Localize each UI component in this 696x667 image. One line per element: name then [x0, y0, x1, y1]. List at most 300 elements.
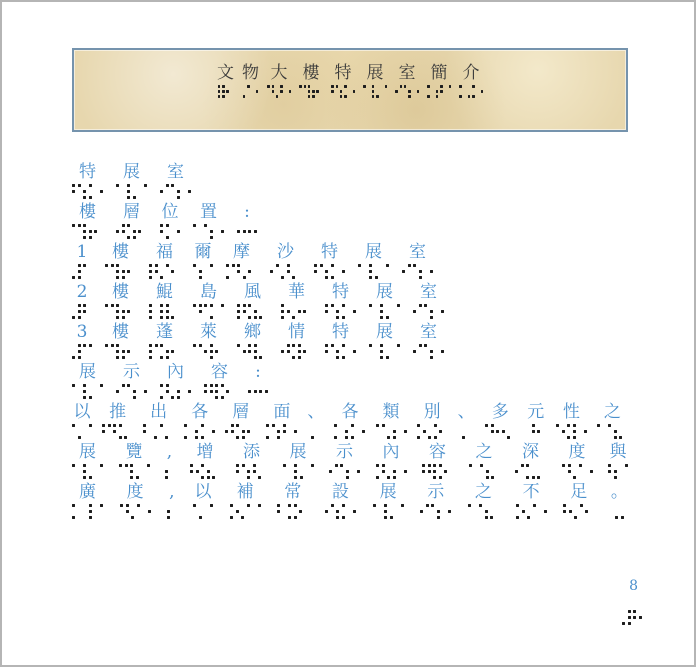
braille-dot — [72, 310, 75, 313]
braille-dot — [83, 276, 86, 279]
braille-dot — [232, 270, 235, 273]
braille-dot — [317, 436, 320, 439]
braille-dot — [83, 510, 86, 513]
braille-dot — [144, 396, 147, 399]
braille-dot — [614, 464, 617, 467]
syllable-unit — [165, 443, 174, 479]
braille-cell — [347, 304, 356, 319]
braille-dot — [241, 504, 244, 507]
braille-dot — [382, 470, 385, 473]
braille-dot — [513, 430, 516, 433]
braille-dot — [417, 430, 420, 433]
braille-group — [615, 504, 624, 519]
braille-dot — [83, 470, 86, 473]
braille-dot — [89, 264, 92, 267]
braille-group — [281, 344, 312, 359]
braille-dot — [193, 304, 196, 307]
braille-cell — [83, 464, 92, 479]
braille-dot — [382, 436, 385, 439]
braille-dot — [78, 310, 81, 313]
braille-dot — [479, 504, 482, 507]
print-char: 容 — [429, 442, 446, 462]
braille-cell — [316, 85, 323, 98]
syllable-unit — [427, 64, 451, 98]
braille-dot — [236, 424, 239, 427]
braille-dot — [138, 224, 141, 227]
braille-dot — [83, 430, 86, 433]
braille-group — [105, 264, 136, 279]
braille-cell — [204, 224, 213, 239]
braille-dot — [155, 316, 158, 319]
braille-dot — [532, 430, 535, 433]
braille-dot — [486, 470, 489, 473]
braille-dot — [353, 344, 356, 347]
braille-dot — [363, 95, 366, 98]
braille-dot — [490, 504, 493, 507]
braille-dot — [419, 304, 422, 307]
braille-cell — [72, 304, 81, 319]
braille-group — [165, 464, 174, 479]
braille-dot — [226, 85, 229, 88]
braille-dot — [336, 510, 339, 513]
braille-dot — [215, 316, 218, 319]
braille-dot — [450, 476, 453, 479]
braille-dot — [171, 436, 174, 439]
braille-dot — [397, 310, 400, 313]
braille-dot — [100, 224, 103, 227]
print-char: 風 — [244, 282, 261, 302]
print-char: : — [244, 202, 250, 222]
braille-dot — [422, 470, 425, 473]
braille-dot — [342, 264, 345, 267]
braille-dot — [283, 464, 286, 467]
braille-dot — [105, 264, 108, 267]
braille-group — [72, 384, 103, 399]
braille-group — [105, 344, 136, 359]
braille-dot — [608, 436, 611, 439]
braille-dot — [72, 436, 75, 439]
braille-dot — [464, 85, 467, 88]
braille-dot — [368, 85, 371, 88]
braille-cell — [237, 304, 246, 319]
braille-dot — [342, 276, 345, 279]
braille-cell — [116, 304, 125, 319]
braille-dot — [543, 464, 546, 467]
braille-cell — [299, 504, 308, 519]
braille-dot — [334, 430, 337, 433]
braille-cell — [507, 424, 516, 439]
braille-group — [102, 424, 133, 439]
braille-group — [373, 504, 404, 519]
braille-dot — [298, 310, 301, 313]
braille-dot — [248, 390, 251, 393]
braille-dot — [272, 95, 275, 98]
braille-dot — [543, 424, 546, 427]
braille-dot — [242, 476, 245, 479]
braille-dot — [615, 516, 618, 519]
braille-dot — [144, 236, 147, 239]
braille-dot — [580, 504, 583, 507]
braille-dot — [196, 476, 199, 479]
braille-dot — [215, 310, 218, 313]
braille-cell — [417, 424, 426, 439]
braille-cell — [171, 344, 180, 359]
braille-dot — [578, 430, 581, 433]
braille-dot — [173, 504, 176, 507]
braille-dot — [526, 430, 529, 433]
braille-group — [469, 464, 500, 479]
braille-dot — [344, 90, 347, 93]
braille-dot — [166, 350, 169, 353]
braille-cell — [195, 424, 204, 439]
syllable-unit — [225, 403, 256, 439]
braille-dot — [325, 504, 328, 507]
braille-dot — [298, 356, 301, 359]
syllable-unit — [102, 403, 133, 439]
syllable-unit — [184, 403, 215, 439]
text-braille-line — [72, 323, 628, 358]
braille-dot — [608, 476, 611, 479]
page-number-block — [622, 578, 642, 625]
braille-dot — [437, 510, 440, 513]
braille-dot — [155, 350, 158, 353]
braille-dot — [393, 464, 396, 467]
braille-dot — [100, 190, 103, 193]
braille-dot — [127, 384, 130, 387]
braille-dot — [584, 436, 587, 439]
braille-dot — [440, 85, 443, 88]
braille-dot — [89, 316, 92, 319]
braille-dot — [160, 224, 163, 227]
braille-dot — [72, 504, 75, 507]
braille-dot — [485, 504, 488, 507]
braille-group — [230, 504, 261, 519]
braille-dot — [336, 276, 339, 279]
braille-cell — [435, 304, 444, 319]
braille-cell — [138, 224, 147, 239]
braille-dot — [428, 436, 431, 439]
braille-cell — [160, 184, 169, 199]
braille-dot — [311, 470, 314, 473]
braille-dot — [621, 516, 624, 519]
braille-dot — [358, 270, 361, 273]
braille-dot — [277, 430, 280, 433]
braille-cell — [412, 85, 419, 98]
braille-dot — [287, 310, 290, 313]
braille-dot — [464, 95, 467, 98]
braille-dot — [83, 304, 86, 307]
braille-dot — [148, 510, 151, 513]
syllable-unit — [281, 323, 312, 359]
print-char: 樓 — [112, 322, 129, 342]
braille-dot — [215, 230, 218, 233]
braille-dot — [127, 230, 130, 233]
braille-cell — [131, 504, 140, 519]
braille-cell — [116, 184, 125, 199]
braille-dot — [122, 196, 125, 199]
braille-dot — [448, 504, 451, 507]
print-char: 特 — [334, 63, 352, 83]
braille-dot — [160, 276, 163, 279]
braille-dot — [221, 304, 224, 307]
braille-dot — [299, 95, 302, 98]
braille-dot — [544, 510, 547, 513]
braille-dot — [597, 424, 600, 427]
braille-dot — [199, 270, 202, 273]
braille-dot — [251, 85, 254, 88]
braille-dot — [468, 504, 471, 507]
syllable-unit — [237, 283, 268, 319]
braille-cell — [193, 304, 202, 319]
braille-dot — [231, 436, 234, 439]
braille-dot — [237, 316, 240, 319]
braille-dot — [226, 276, 229, 279]
braille-dot — [259, 390, 262, 393]
braille-dot — [155, 344, 158, 347]
braille-dot — [276, 90, 279, 93]
braille-dot — [195, 424, 198, 427]
braille-dot — [232, 390, 235, 393]
braille-dot — [83, 464, 86, 467]
braille-dot — [94, 510, 97, 513]
braille-dot — [105, 356, 108, 359]
braille-cell — [120, 504, 129, 519]
braille-dot — [639, 622, 642, 625]
braille-dot — [133, 270, 136, 273]
braille-dot — [475, 464, 478, 467]
braille-dot — [210, 276, 213, 279]
braille-dot — [521, 476, 524, 479]
braille-cell — [237, 264, 246, 279]
braille-cell — [376, 464, 385, 479]
braille-group — [72, 224, 103, 239]
braille-dot — [437, 504, 440, 507]
braille-dot — [300, 464, 303, 467]
braille-dot — [204, 276, 207, 279]
braille-dot — [345, 424, 348, 427]
braille-dot — [412, 85, 415, 88]
braille-dot — [440, 90, 443, 93]
braille-dot — [105, 304, 108, 307]
braille-dot — [485, 430, 488, 433]
braille-cell — [305, 464, 314, 479]
braille-dot — [419, 310, 422, 313]
braille-dot — [201, 470, 204, 473]
braille-dot — [386, 356, 389, 359]
braille-dot — [375, 344, 378, 347]
braille-group — [193, 304, 224, 319]
braille-dot — [404, 436, 407, 439]
braille-dot — [138, 196, 141, 199]
braille-dot — [321, 90, 324, 93]
braille-cell — [619, 464, 628, 479]
braille-dot — [464, 90, 467, 93]
syllable-unit — [331, 64, 355, 98]
braille-dot — [100, 504, 103, 507]
braille-dot — [391, 316, 394, 319]
braille-cell — [241, 504, 250, 519]
print-char: 展 — [366, 63, 384, 83]
braille-dot — [597, 436, 600, 439]
print-char: 展 — [79, 362, 96, 382]
braille-dot — [462, 424, 465, 427]
braille-dot — [171, 316, 174, 319]
braille-cell — [141, 464, 150, 479]
braille-dot — [390, 504, 393, 507]
print-char: 1 — [76, 242, 88, 262]
braille-dot — [259, 356, 262, 359]
braille-dot — [212, 464, 215, 467]
braille-dot — [149, 270, 152, 273]
braille-dot — [243, 310, 246, 313]
braille-dot — [160, 184, 163, 187]
braille-dot — [78, 196, 81, 199]
braille-cell — [404, 85, 411, 98]
braille-dot — [444, 464, 447, 467]
braille-cell — [72, 504, 81, 519]
braille-dot — [78, 424, 81, 427]
braille-dot — [105, 350, 108, 353]
braille-cell — [105, 304, 114, 319]
braille-dot — [248, 236, 251, 239]
braille-dot — [445, 430, 448, 433]
braille-cell — [204, 504, 213, 519]
braille-dot — [300, 470, 303, 473]
braille-dot — [294, 516, 297, 519]
print-char: 類 — [382, 402, 400, 422]
braille-dot — [393, 424, 396, 427]
braille-group — [237, 224, 257, 239]
braille-dot — [247, 436, 250, 439]
braille-dot — [369, 304, 372, 307]
syllable-unit — [417, 403, 448, 439]
braille-dot — [309, 310, 312, 313]
braille-cell — [292, 264, 301, 279]
braille-dot — [347, 304, 350, 307]
braille-dot — [423, 430, 426, 433]
braille-dot — [133, 350, 136, 353]
braille-dot — [133, 396, 136, 399]
braille-dot — [243, 276, 246, 279]
braille-dot — [386, 316, 389, 319]
braille-dot — [177, 356, 180, 359]
braille-dot — [204, 264, 207, 267]
braille-dot — [430, 270, 433, 273]
braille-group — [395, 85, 419, 98]
braille-dot — [276, 276, 279, 279]
braille-dot — [247, 430, 250, 433]
braille-cell — [398, 424, 407, 439]
print-char: 置 — [200, 202, 217, 222]
braille-dot — [351, 436, 354, 439]
braille-cell — [83, 304, 92, 319]
braille-dot — [430, 344, 433, 347]
braille-cell — [171, 224, 180, 239]
braille-cell — [236, 464, 245, 479]
braille-dot — [125, 470, 128, 473]
braille-dot — [413, 264, 416, 267]
braille-dot — [149, 436, 152, 439]
braille-dot — [329, 476, 332, 479]
braille-dot — [569, 516, 572, 519]
braille-dot — [231, 430, 234, 433]
braille-dot — [556, 424, 559, 427]
braille-dot — [424, 356, 427, 359]
braille-dot — [193, 344, 196, 347]
braille-dot — [199, 276, 202, 279]
braille-dot — [380, 95, 383, 98]
braille-cell — [424, 264, 433, 279]
braille-dot — [160, 264, 163, 267]
braille-dot — [395, 516, 398, 519]
braille-dot — [166, 276, 169, 279]
braille-dot — [190, 464, 193, 467]
braille-cell — [277, 424, 286, 439]
braille-group — [105, 304, 136, 319]
braille-group — [420, 504, 451, 519]
braille-dot — [633, 622, 636, 625]
syllable-unit — [562, 443, 593, 479]
braille-dot — [404, 85, 407, 88]
braille-dot — [248, 304, 251, 307]
braille-dot — [507, 424, 510, 427]
braille-group — [72, 464, 103, 479]
braille-dot — [116, 316, 119, 319]
braille-dot — [448, 510, 451, 513]
braille-dot — [167, 510, 170, 513]
braille-dot — [133, 316, 136, 319]
braille-dot — [177, 224, 180, 227]
braille-dot — [218, 470, 221, 473]
braille-dot — [247, 476, 250, 479]
braille-dot — [397, 316, 400, 319]
braille-group — [226, 264, 257, 279]
braille-dot — [149, 344, 152, 347]
braille-dot — [287, 356, 290, 359]
braille-dot — [287, 344, 290, 347]
braille-dot — [171, 424, 174, 427]
braille-group — [149, 344, 180, 359]
braille-cell — [608, 464, 617, 479]
braille-dot — [111, 310, 114, 313]
braille-dot — [567, 430, 570, 433]
braille-dot — [100, 476, 103, 479]
braille-dot — [137, 510, 140, 513]
braille-dot — [298, 264, 301, 267]
text-braille-line — [72, 363, 628, 398]
braille-dot — [527, 516, 530, 519]
braille-dot — [122, 270, 125, 273]
braille-dot — [569, 510, 572, 513]
braille-dot — [491, 436, 494, 439]
braille-dot — [131, 516, 134, 519]
print-char: 不 — [522, 482, 540, 502]
braille-dot — [434, 436, 437, 439]
braille-dot — [215, 390, 218, 393]
braille-dot — [258, 516, 261, 519]
braille-dot — [420, 504, 423, 507]
braille-dot — [166, 236, 169, 239]
braille-cell — [314, 264, 323, 279]
syllable-unit — [266, 403, 297, 439]
braille-dot — [83, 476, 86, 479]
braille-dot — [149, 310, 152, 313]
braille-cell — [138, 384, 147, 399]
braille-cell — [299, 85, 306, 98]
braille-dot — [568, 476, 571, 479]
braille-dot — [398, 436, 401, 439]
braille-dot — [353, 316, 356, 319]
